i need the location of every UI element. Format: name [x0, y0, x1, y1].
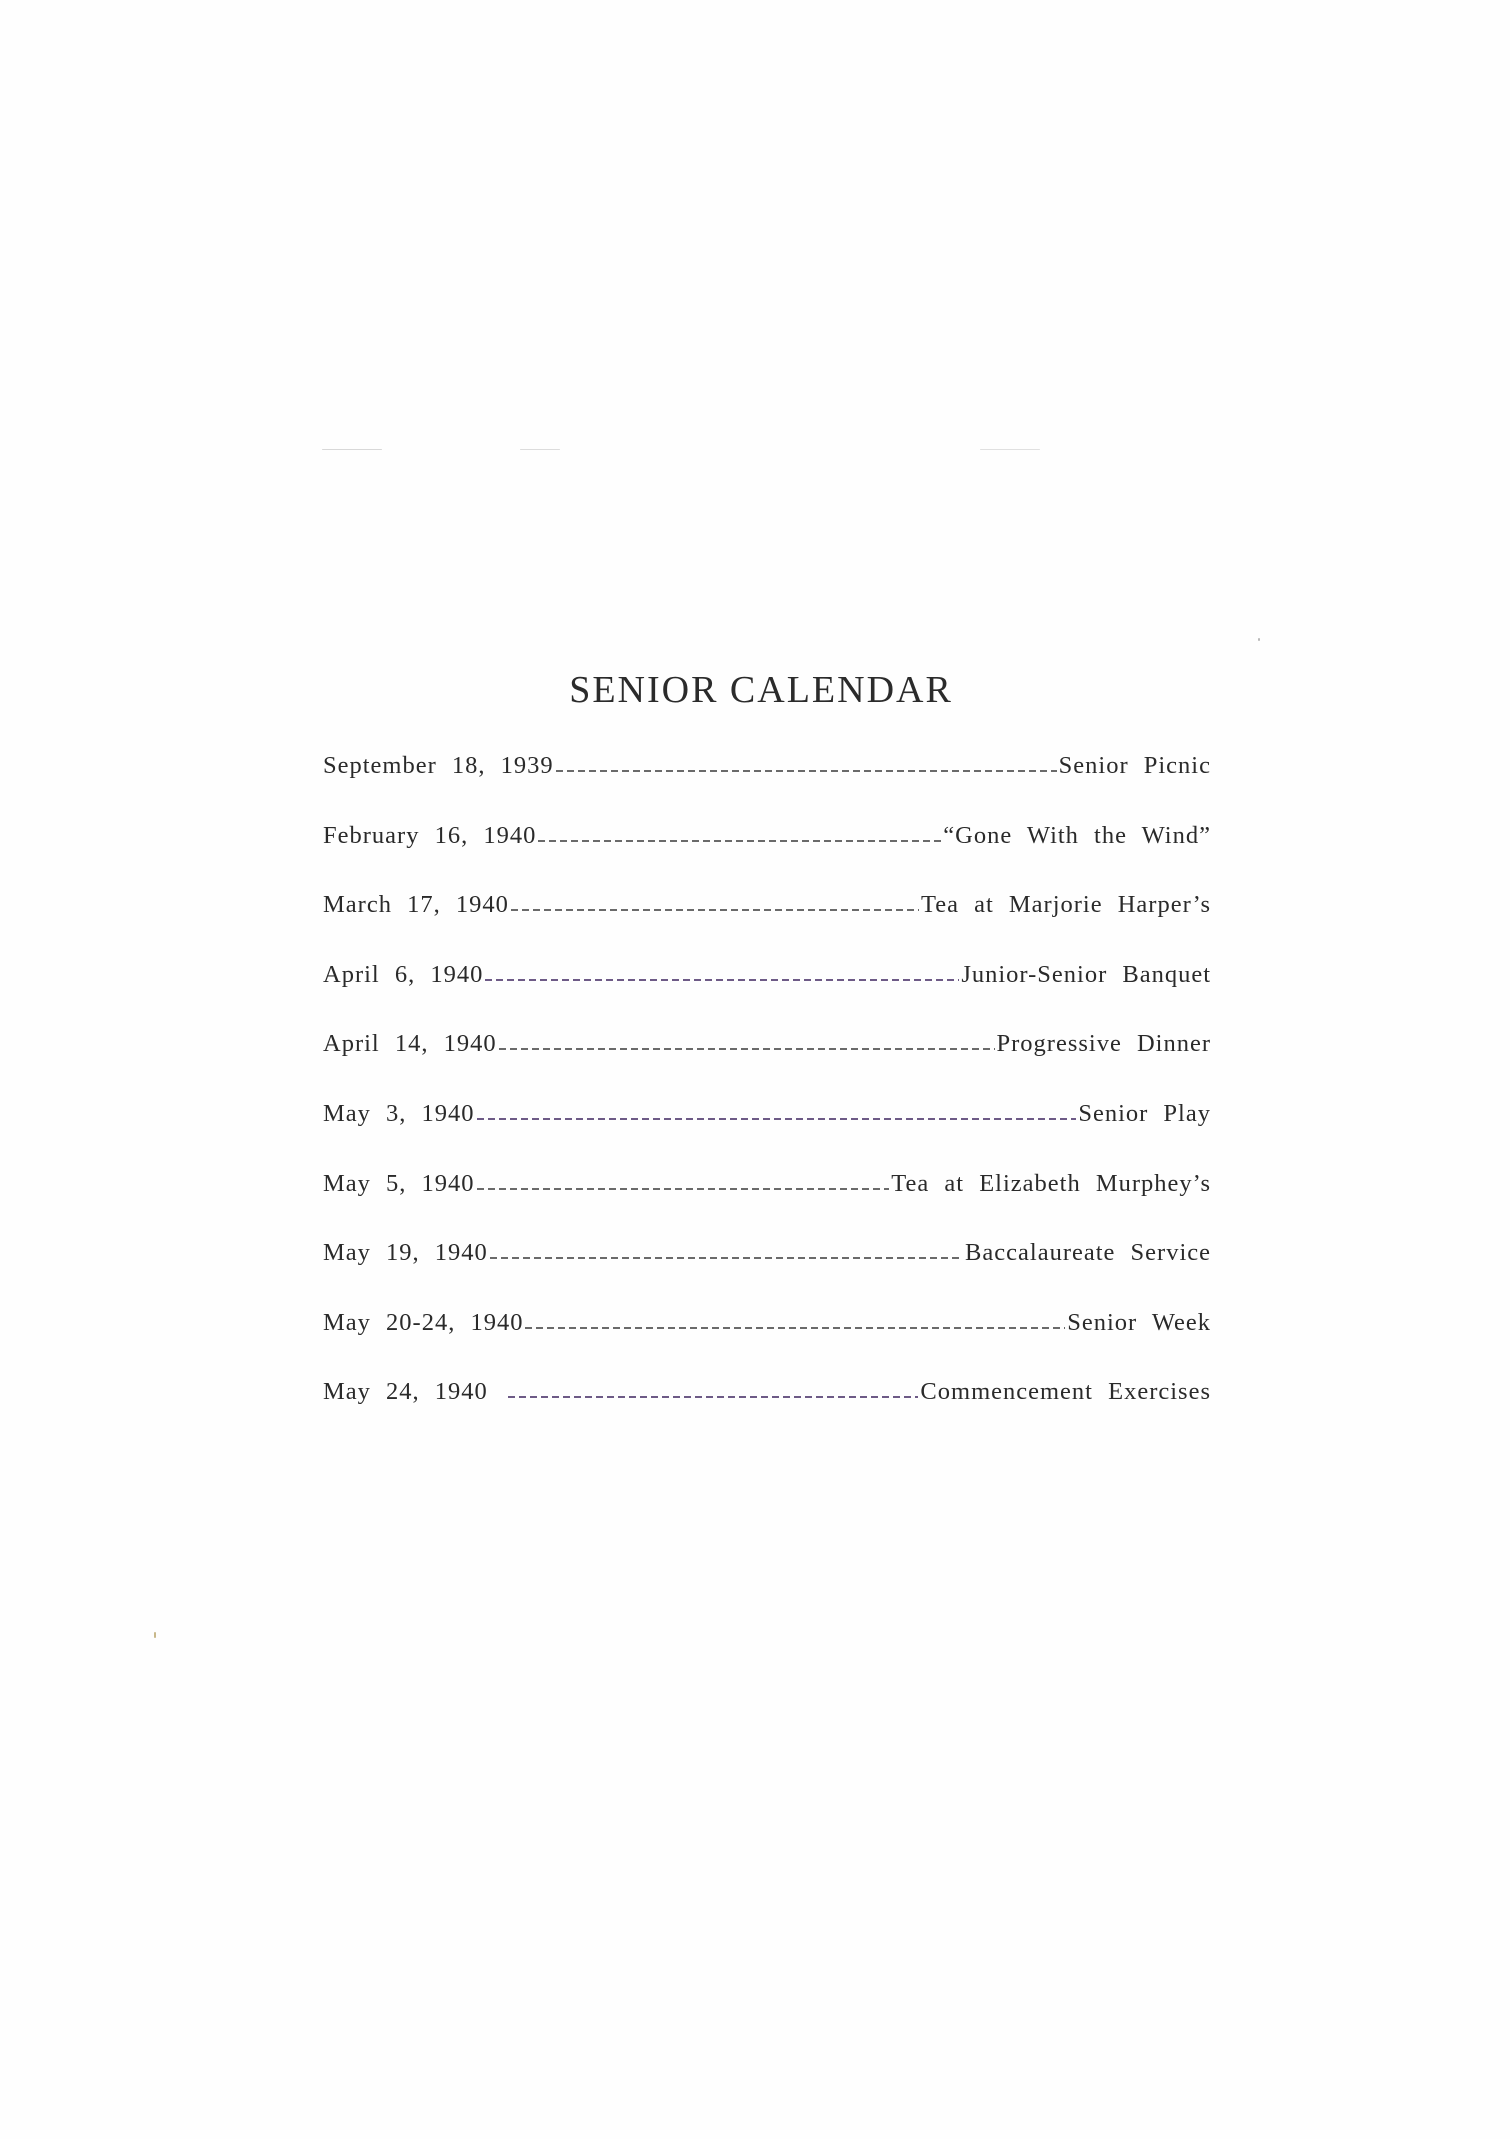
entry-event: “Gone With the Wind”: [943, 821, 1211, 849]
calendar-entry: [323, 1100, 1211, 1170]
entry-event: Progressive Dinner: [996, 1030, 1211, 1058]
calendar-entry: [323, 961, 1211, 1031]
calendar-entry: [323, 1309, 1211, 1379]
entry-date: March 17, 1940: [323, 891, 509, 919]
dotted-leader: [477, 1118, 1077, 1120]
page-title: SENIOR CALENDAR: [569, 669, 953, 711]
entry-date: May 24, 1940: [323, 1378, 488, 1406]
entry-date: February 16, 1940: [323, 821, 537, 849]
calendar-entry: [323, 891, 1211, 961]
entry-date: April 6, 1940: [323, 960, 484, 988]
scan-artifact: [322, 449, 382, 450]
dotted-leader: [508, 1396, 919, 1398]
entry-event: Senior Play: [1078, 1099, 1211, 1127]
entry-date: May 5, 1940: [323, 1169, 475, 1197]
entry-event: Tea at Marjorie Harper’s: [920, 891, 1211, 919]
scan-artifact: [154, 1632, 156, 1638]
calendar-entry: [323, 752, 1211, 822]
dotted-leader: [490, 1257, 963, 1259]
dotted-leader: [525, 1327, 1065, 1329]
entry-event: Tea at Elizabeth Murphey’s: [891, 1169, 1211, 1197]
entry-date: May 3, 1940: [323, 1099, 475, 1127]
entry-event: Senior Week: [1067, 1308, 1211, 1336]
calendar-entry: [323, 1170, 1211, 1240]
entry-date: September 18, 1939: [323, 752, 554, 779]
entry-date: May 19, 1940: [323, 1239, 488, 1267]
calendar-entry: [323, 1239, 1211, 1309]
scan-artifact: [1258, 638, 1260, 641]
calendar-entry: [323, 1378, 1211, 1448]
calendar-entry: [323, 822, 1211, 892]
dotted-leader: [538, 840, 941, 842]
dotted-leader: [485, 979, 959, 981]
dotted-leader: [499, 1048, 995, 1050]
senior-calendar-list: [323, 752, 1211, 1448]
scan-artifact: [980, 449, 1040, 450]
calendar-entry: [323, 1030, 1211, 1100]
entry-date: May 20-24, 1940: [323, 1308, 524, 1336]
scan-artifact: [520, 449, 560, 450]
entry-event: Commencement Exercises: [920, 1378, 1211, 1406]
dotted-leader: [511, 909, 919, 911]
dotted-leader: [477, 1188, 890, 1190]
dotted-leader: [556, 770, 1057, 772]
entry-date: April 14, 1940: [323, 1030, 497, 1058]
entry-event: Senior Picnic: [1058, 752, 1211, 779]
entry-event: Junior-Senior Banquet: [961, 960, 1211, 988]
entry-event: Baccalaureate Service: [965, 1239, 1211, 1267]
